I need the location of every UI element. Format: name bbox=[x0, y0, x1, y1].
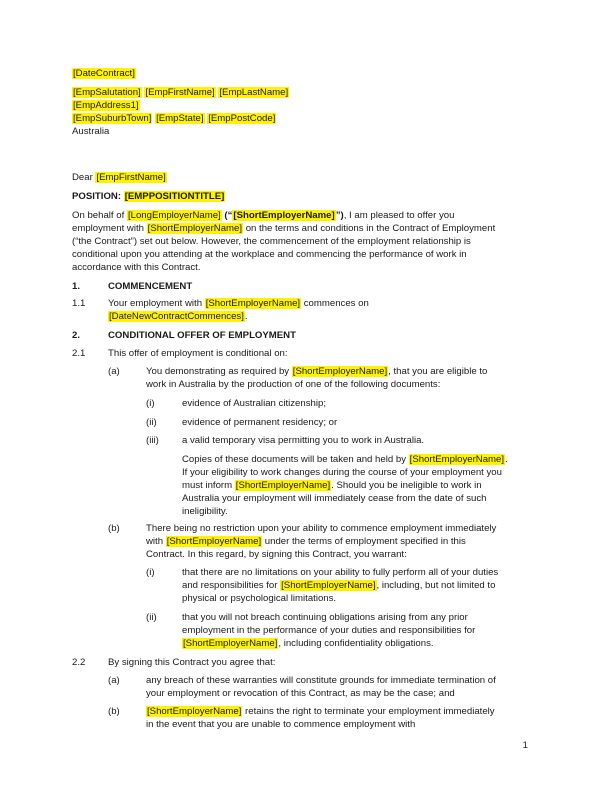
page-number: 1 bbox=[522, 740, 528, 751]
intro-line-2 bbox=[72, 223, 495, 235]
intro-line-5: accordance with this Contract. bbox=[72, 262, 201, 273]
long-employer-field: [LongEmployerName] bbox=[127, 210, 221, 221]
intro-line-1 bbox=[72, 210, 454, 222]
text: , including confidentiality obligations. bbox=[278, 638, 434, 649]
text: . Should you be ineligible to work in bbox=[331, 480, 482, 491]
clause-2-2-a-label: (a) bbox=[108, 675, 120, 686]
short-employer-field: [ShortEmployerName] bbox=[205, 298, 301, 309]
salutation-field: [EmpSalutation] bbox=[73, 87, 141, 98]
address1-line bbox=[72, 100, 140, 112]
item-b-line-3: Contract. In this regard, by signing this Contract, you warrant: bbox=[146, 549, 407, 560]
subitem-b-ii-line-1: that you will not breach continuing obligations arising from any prior bbox=[182, 612, 468, 623]
short-employer-field: [ShortEmployerName] bbox=[281, 580, 376, 591]
clause-1-1-line-2 bbox=[108, 311, 248, 323]
clause-2-1-number: 2.1 bbox=[72, 348, 86, 359]
text: ”) bbox=[335, 210, 344, 221]
section-2-title: CONDITIONAL OFFER OF EMPLOYMENT bbox=[108, 330, 296, 341]
clause-1-1-number: 1.1 bbox=[72, 298, 86, 309]
text: , including, but not limited to bbox=[376, 580, 496, 591]
text: , that you are eligible to bbox=[388, 366, 488, 377]
clause-2-2-b-line-1 bbox=[146, 706, 495, 718]
item-a-line-1 bbox=[146, 366, 487, 378]
text: Copies of these documents will be taken and held by bbox=[182, 454, 409, 465]
subitem-b-ii-line-2: employment in the performance of your duties and responsibilities for bbox=[182, 625, 476, 636]
suburb-field: [EmpSuburbTown] bbox=[73, 113, 152, 124]
text: You demonstrating as required by bbox=[146, 366, 292, 377]
suburb-line bbox=[72, 113, 276, 125]
text: with bbox=[146, 536, 166, 547]
text: On behalf of bbox=[72, 210, 127, 221]
short-employer-field: [ShortEmployerName] bbox=[233, 210, 335, 221]
text: retains the right to terminate your employment immediately bbox=[242, 706, 495, 717]
address1-field: [EmpAddress1] bbox=[73, 100, 139, 111]
section-1-title: COMMENCEMENT bbox=[108, 281, 193, 292]
text: . bbox=[505, 454, 508, 465]
item-a-label: (a) bbox=[108, 366, 120, 377]
text: Your employment with bbox=[108, 298, 205, 309]
greeting-first-name-field: [EmpFirstName] bbox=[96, 172, 166, 183]
copies-line-4: Australia your employment will immediately cease from the date of such bbox=[182, 493, 487, 504]
section-1-number: 1. bbox=[72, 281, 81, 292]
clause-2-1-text: This offer of employment is conditional on: bbox=[108, 348, 288, 359]
subitem-b-i-line-3: physical or psychological limitations. bbox=[182, 593, 337, 604]
intro-line-3: (“the Contract”) set out below. However, the commencement of the employment relationship is bbox=[72, 236, 471, 247]
short-employer-field: [ShortEmployerName] bbox=[147, 223, 243, 234]
text: under the terms of employment specified in this bbox=[262, 536, 466, 547]
date-field: [DateContract] bbox=[73, 68, 135, 79]
text: on the terms and conditions in the Contract of Employment bbox=[243, 223, 496, 234]
subitem-b-i-line-1: that there are no limitations on your ability to fully perform all of your duties bbox=[182, 567, 499, 578]
section-2-number: 2. bbox=[72, 330, 81, 341]
clause-2-2-number: 2.2 bbox=[72, 657, 86, 668]
name-line bbox=[72, 87, 289, 99]
text: , I am pleased to offer you bbox=[343, 210, 455, 221]
position-label: POSITION: bbox=[72, 191, 124, 202]
copies-line-5: ineligibility. bbox=[182, 506, 228, 517]
short-employer-field: [ShortEmployerName] bbox=[183, 638, 278, 649]
subitem-i-text: evidence of Australian citizenship; bbox=[182, 398, 326, 409]
clause-2-2-a-line-1: any breach of these warranties will constitute grounds for immediate termination of bbox=[146, 675, 496, 686]
clause-2-2-b-line-2: in the event that you are unable to commence employment with bbox=[146, 719, 416, 730]
first-name-field: [EmpFirstName] bbox=[145, 87, 215, 98]
clause-1-1-line-1 bbox=[108, 298, 369, 310]
country-line: Australia bbox=[72, 126, 110, 137]
item-b-label: (b) bbox=[108, 523, 120, 534]
subitem-b-i-label: (i) bbox=[146, 567, 155, 578]
copies-line-1 bbox=[182, 454, 508, 466]
short-employer-field: [ShortEmployerName] bbox=[235, 480, 331, 491]
postcode-field: [EmpPostCode] bbox=[208, 113, 276, 124]
subitem-iii-label: (iii) bbox=[146, 435, 159, 446]
subitem-iii-text: a valid temporary visa permitting you to work in Australia. bbox=[182, 435, 425, 446]
text: . bbox=[244, 311, 248, 322]
date-line bbox=[72, 68, 136, 80]
subitem-ii-text: evidence of permanent residency; or bbox=[182, 417, 338, 428]
short-employer-field: [ShortEmployerName] bbox=[166, 536, 262, 547]
position-line bbox=[72, 191, 225, 203]
intro-line-4: conditional upon you attending at the workplace and commencing the performance of work in bbox=[72, 249, 467, 260]
text: must inform bbox=[182, 480, 235, 491]
subitem-b-i-line-2 bbox=[182, 580, 495, 592]
item-b-line-1: There being no restriction upon your ability to commence employment immediately bbox=[146, 523, 497, 534]
commence-date-field: [DateNewContractCommences] bbox=[109, 311, 244, 322]
last-name-field: [EmpLastName] bbox=[219, 87, 289, 98]
text: commences on bbox=[301, 298, 369, 309]
text: (“ bbox=[221, 210, 233, 221]
greeting bbox=[72, 172, 167, 184]
subitem-b-ii-label: (ii) bbox=[146, 612, 157, 623]
subitem-b-ii-line-3 bbox=[182, 638, 434, 650]
subitem-ii-label: (ii) bbox=[146, 417, 157, 428]
state-field: [EmpState] bbox=[156, 113, 204, 124]
copies-line-3 bbox=[182, 480, 482, 492]
dear-text: Dear bbox=[72, 172, 96, 183]
text: and responsibilities for bbox=[182, 580, 281, 591]
copies-line-2: If your eligibility to work changes during the course of your employment you bbox=[182, 467, 502, 478]
clause-2-2-a-line-2: your employment or revocation of this Contract, as may be the case; and bbox=[146, 688, 455, 699]
position-title-field: [EMPPOSITIONTITLE] bbox=[124, 191, 225, 202]
text: employment with bbox=[72, 223, 147, 234]
clause-2-2-b-label: (b) bbox=[108, 706, 120, 717]
short-employer-field: [ShortEmployerName] bbox=[292, 366, 388, 377]
item-b-line-2 bbox=[146, 536, 466, 548]
clause-2-2-text: By signing this Contract you agree that: bbox=[108, 657, 276, 668]
short-employer-field: [ShortEmployerName] bbox=[409, 454, 505, 465]
item-a-line-2: work in Australia by the production of one of the following documents: bbox=[146, 379, 441, 390]
short-employer-field: [ShortEmployerName] bbox=[147, 706, 242, 717]
subitem-i-label: (i) bbox=[146, 398, 155, 409]
